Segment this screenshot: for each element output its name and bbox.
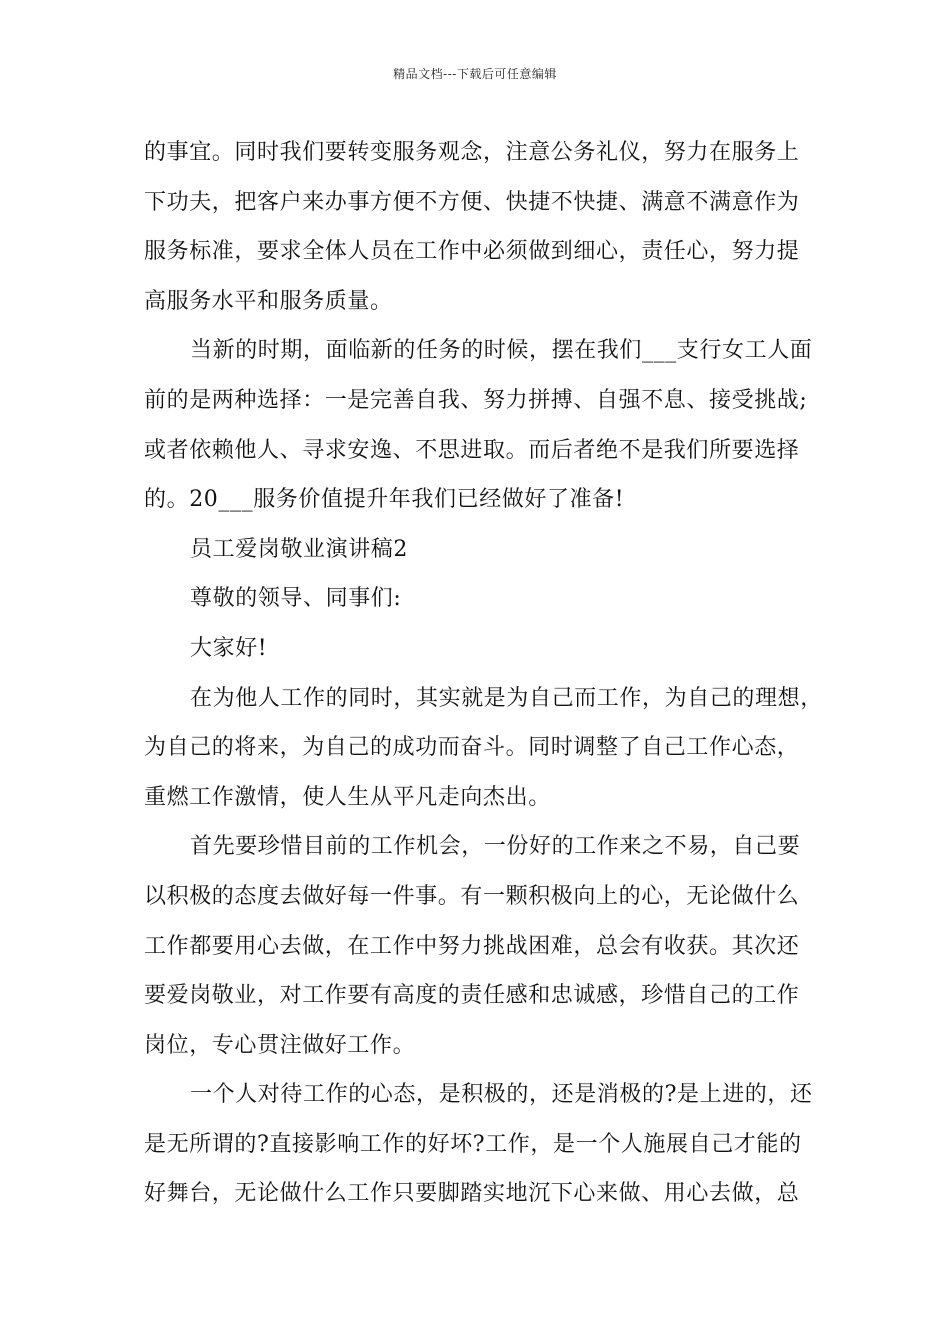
text-line: 服务标准，要求全体人员在工作中必须做到细心，责任心，努力提 xyxy=(144,239,800,265)
text-line: 岗位，专心贯注做好工作。 xyxy=(144,1032,416,1058)
text-line: 的。20___服务价值提升年我们已经做好了准备! xyxy=(144,487,625,513)
text-line: 或者依赖他人、寻求安逸、不思进取。而后者绝不是我们所要选择 xyxy=(144,437,800,463)
document-body xyxy=(144,128,823,1219)
text-line: 高服务水平和服务质量。 xyxy=(144,288,393,314)
text-line: 工作都要用心去做，在工作中努力挑战困难，总会有收获。其次还 xyxy=(144,933,800,959)
greeting: 大家好! xyxy=(190,635,268,661)
text-line: 以积极的态度去做好每一件事。有一颗积极向上的心，无论做什么 xyxy=(144,883,800,909)
section-title: 员工爱岗敬业演讲稿2 xyxy=(190,536,408,562)
text-line: 首先要珍惜目前的工作机会，一份好的工作来之不易，自己要 xyxy=(190,834,801,860)
salutation: 尊敬的领导、同事们: xyxy=(190,586,402,612)
text-line: 一个人对待工作的心态，是积极的，还是消极的?是上进的，还 xyxy=(190,1082,813,1108)
text-line: 前的是两种选择：一是完善自我、努力拼搏、自强不息、接受挑战; xyxy=(144,387,808,413)
text-line: 重燃工作激情，使人生从平凡走向杰出。 xyxy=(144,784,551,810)
text-line: 好舞台，无论做什么工作只要脚踏实地沉下心来做、用心去做，总 xyxy=(144,1181,800,1207)
text-line: 当新的时期，面临新的任务的时候，摆在我们___支行女工人面 xyxy=(190,338,813,364)
text-line: 是无所谓的?直接影响工作的好坏?工作，是一个人施展自己才能的 xyxy=(144,1131,802,1157)
page-header: 精品文档---下载后可任意编辑 xyxy=(393,67,557,81)
text-line: 要爱岗敬业，对工作要有高度的责任感和忠诚感，珍惜自己的工作 xyxy=(144,983,800,1009)
text-line: 为自己的将来，为自己的成功而奋斗。同时调整了自己工作心态， xyxy=(144,735,800,761)
text-line: 下功夫，把客户来办事方便不方便、快捷不快捷、满意不满意作为 xyxy=(144,189,800,215)
text-line: 的事宜。同时我们要转变服务观念，注意公务礼仪，努力在服务上 xyxy=(144,140,800,165)
text-line: 在为他人工作的同时，其实就是为自己而工作，为自己的理想， xyxy=(190,685,823,711)
